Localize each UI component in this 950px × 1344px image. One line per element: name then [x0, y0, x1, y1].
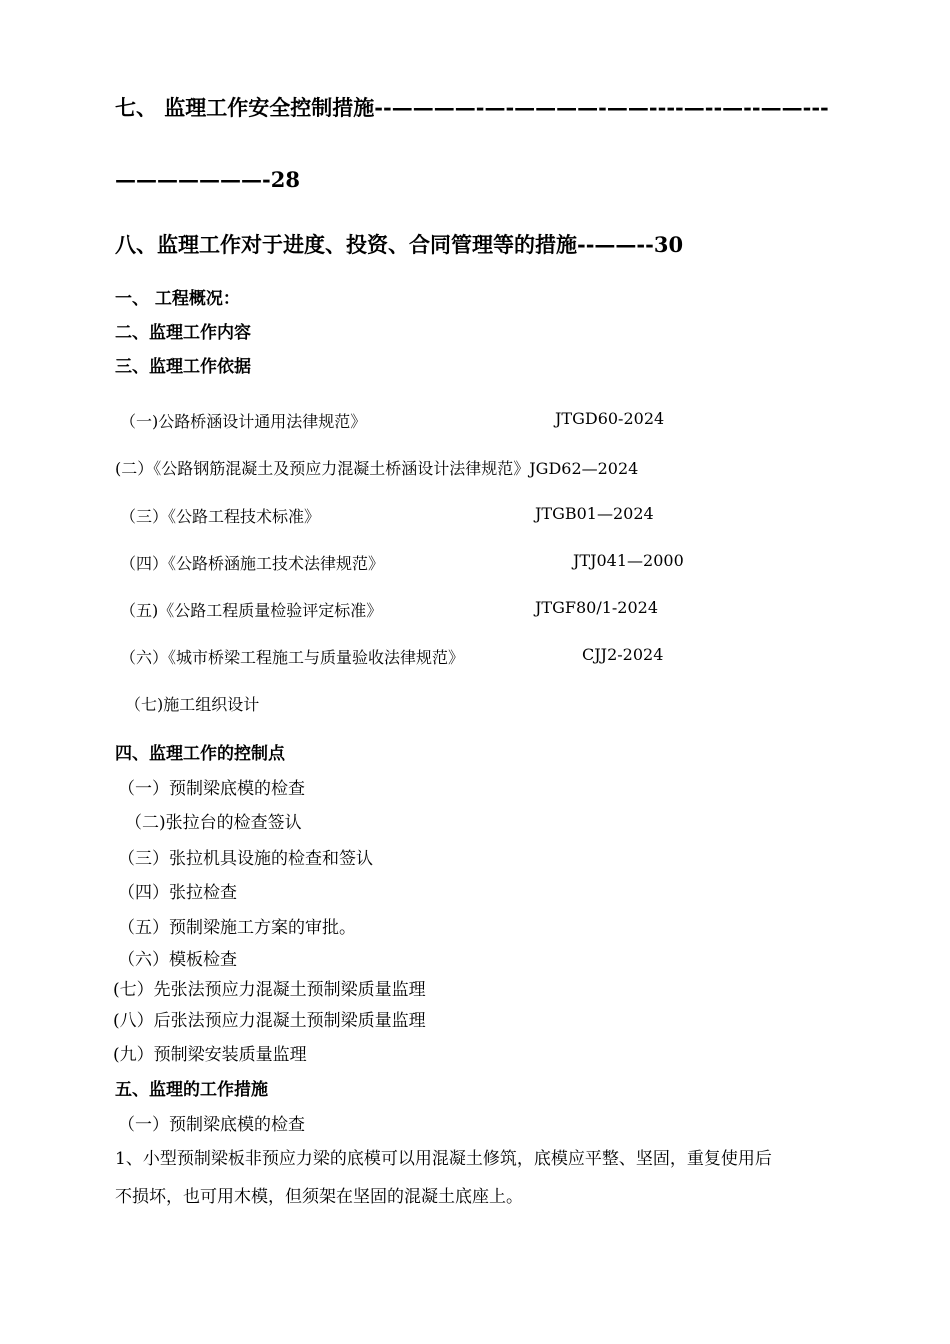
- reference-item: （一)公路桥涵设计通用法律规范》: [120, 412, 367, 431]
- heading-work-basis: 三、监理工作依据: [115, 357, 251, 377]
- heading-work-measures: 五、监理的工作措施: [115, 1080, 268, 1100]
- heading-control-points: 四、监理工作的控制点: [115, 744, 285, 764]
- list-item: （五）预制梁施工方案的审批。: [118, 918, 356, 938]
- list-item: (九）预制梁安装质量监理: [113, 1045, 307, 1065]
- reference-item: （七)施工组织设计: [125, 695, 260, 714]
- reference-code: JTGD60-2024: [555, 409, 665, 428]
- list-item: （四）张拉检查: [118, 883, 237, 903]
- reference-item: （四）《公路桥涵施工技术法律规范》: [120, 554, 385, 573]
- heading-work-content: 二、监理工作内容: [115, 323, 251, 343]
- list-item: （三）张拉机具设施的检查和签认: [118, 849, 373, 869]
- paragraph-line: 不损坏，也可用木模，但须架在坚固的混凝土底座上。: [115, 1187, 523, 1207]
- reference-item: (二）《公路钢筋混凝土及预应力混凝土桥涵设计法律规范》JGD62—2024: [115, 459, 639, 478]
- reference-code: JTGB01—2024: [535, 504, 654, 523]
- paragraph-line: 1、小型预制梁板非预应力梁的底模可以用混凝土修筑，底模应平整、坚固，重复使用后: [115, 1149, 772, 1169]
- list-item: （六）模板检查: [118, 950, 237, 970]
- reference-item: （六）《城市桥梁工程施工与质量验收法律规范》: [120, 648, 465, 667]
- reference-item: （五)《公路工程质量检验评定标准》: [120, 601, 383, 620]
- reference-code: JTGF80/1-2024: [535, 598, 659, 617]
- reference-code: CJJ2-2024: [582, 645, 664, 664]
- list-item: (七）先张法预应力混凝土预制梁质量监理: [113, 980, 426, 1000]
- list-item: (八）后张法预应力混凝土预制梁质量监理: [113, 1011, 426, 1031]
- toc-entry-7-continued: ———————-28: [115, 167, 300, 192]
- list-item: （一）预制梁底模的检查: [118, 779, 305, 799]
- toc-entry-7: 七、 监理工作安全控制措施--————-—-————-——----—--—--——---: [115, 95, 829, 120]
- subheading-bottom-form-check: （一）预制梁底模的检查: [118, 1115, 305, 1135]
- reference-code: JTJ041—2000: [573, 551, 684, 570]
- list-item: （二)张拉台的检查签认: [125, 813, 302, 833]
- toc-entry-8: 八、监理工作对于进度、投资、合同管理等的措施--——--30: [115, 232, 684, 257]
- heading-project-overview: 一、 工程概况：: [115, 289, 240, 309]
- reference-item: （三）《公路工程技术标准》: [120, 507, 321, 526]
